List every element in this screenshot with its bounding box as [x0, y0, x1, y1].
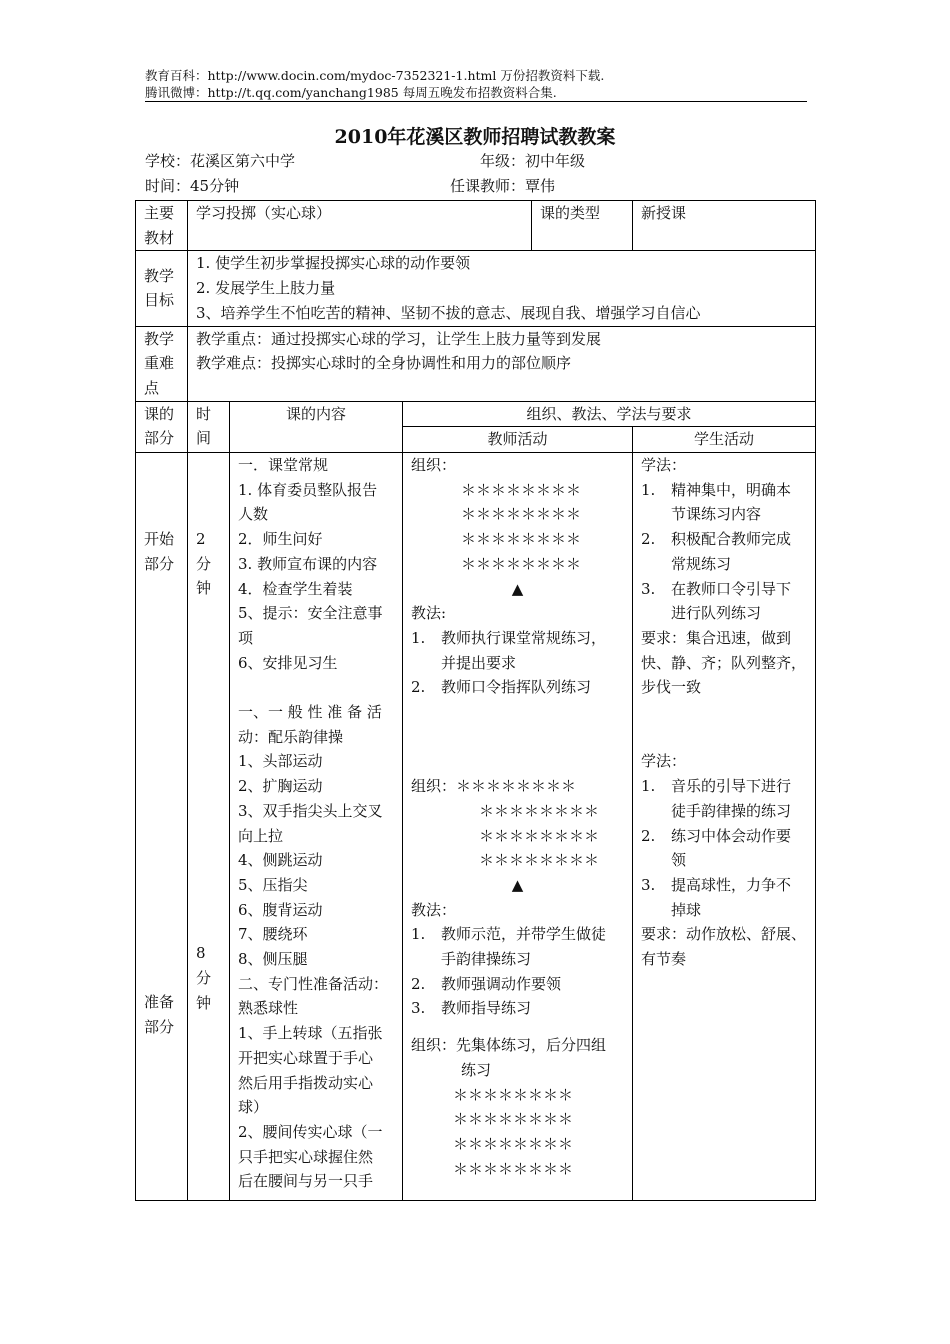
content-line: 1、手上转球（五指张 — [238, 1024, 383, 1043]
study1-list — [641, 478, 807, 626]
content-line: 4、侧跳运动 — [238, 851, 323, 870]
content-line: 2、扩胸运动 — [238, 777, 323, 796]
org2-label: 组织： — [411, 777, 457, 796]
row-body — [136, 453, 816, 1201]
list-item: 1. 教师示范，并带学生做徒 手韵律操练习 — [411, 925, 607, 969]
formation-row: ＊＊＊＊＊＊＊＊ — [479, 826, 600, 845]
req1-line: 步伐一致 — [641, 678, 702, 697]
formation-row: ＊＊＊＊＊＊＊＊ — [461, 530, 582, 549]
col-teacher: 教师活动 — [403, 427, 633, 453]
formation-row: ＊＊＊＊＊＊＊＊ — [461, 480, 582, 499]
material-label: 主要 教材 — [136, 201, 188, 251]
content-line: 8、侧压腿 — [238, 950, 308, 969]
lesson-type-label: 课的类型 — [532, 201, 633, 251]
formation-row: ＊＊＊＊＊＊＊＊ — [453, 1110, 574, 1129]
goals-label: 教学 目标 — [136, 251, 188, 326]
formation-row: ＊＊＊＊＊＊＊＊ — [479, 801, 600, 820]
method2-label: 教法： — [411, 900, 457, 919]
column-header-row — [136, 401, 816, 427]
org1-label: 组织： — [411, 456, 457, 475]
page-title: 2010年花溪区教师招聘试教教案 — [334, 126, 616, 148]
list-item: 3. 教师指导练习 — [411, 999, 532, 1018]
study1-label: 学法： — [641, 456, 687, 475]
content-line: 项 — [238, 628, 254, 647]
part2-time: 8 分 钟 — [196, 944, 212, 1012]
formation-row: ＊＊＊＊＊＊＊＊ — [453, 1159, 574, 1178]
header-divider — [145, 101, 807, 102]
goal-item: 2. 发展学生上肢力量 — [196, 279, 336, 298]
req1-line: 要求：集合迅速，做到 — [641, 628, 792, 647]
content-line: 5、提示：安全注意事 — [238, 604, 383, 623]
row-material — [136, 201, 816, 251]
list-item: 1. 音乐的引导下进行 徒手韵律操的练习 — [641, 777, 792, 820]
study2-list — [641, 774, 807, 922]
formation-row: ＊＊＊＊＊＊＊＊ — [453, 1134, 574, 1153]
key-focus: 教学重点：通过投掷实心球的学习，让学生上肢力量等到发展 — [196, 329, 602, 348]
key-difficulty: 教学难点：投掷实心球时的全身协调性和用力的部位顺序 — [196, 354, 572, 373]
col-time: 时 间 — [188, 401, 230, 452]
list-item: 3. 在教师口令引导下 进行队列练习 — [641, 579, 792, 623]
col-content: 课的内容 — [230, 401, 403, 452]
content-line: 二、专门性准备活动： — [238, 974, 389, 993]
row-goals — [136, 251, 816, 326]
time-labels — [188, 453, 230, 1201]
content-line: 6、安排见习生 — [238, 653, 338, 672]
material-value: 学习投掷（实心球） — [188, 201, 532, 251]
study2-label: 学法： — [641, 752, 687, 771]
goal-item: 1. 使学生初步掌握投掷实心球的动作要领 — [196, 254, 471, 273]
content-line: 球） — [238, 1098, 269, 1117]
org2-block — [411, 774, 624, 873]
goal-item: 3、培养学生不怕吃苦的精神、坚韧不拔的意志、展现自我、增强学习自信心 — [196, 303, 701, 322]
key-points-text — [188, 326, 816, 401]
content-line: 向上拉 — [238, 826, 284, 845]
content-line: 然后用手指拨动实心 — [238, 1073, 374, 1092]
row-key-points — [136, 326, 816, 401]
lesson-plan-table — [135, 200, 816, 1201]
formation-row: ＊＊＊＊＊＊＊＊ — [479, 851, 600, 870]
list-item: 2. 积极配合教师完成 常规练习 — [641, 530, 792, 573]
content-line: 开把实心球置于手心 — [238, 1048, 374, 1067]
lesson-type-value: 新授课 — [633, 201, 816, 251]
col-part: 课的 部分 — [136, 401, 188, 452]
method1-list — [411, 626, 624, 700]
goals-list — [188, 251, 816, 326]
content-line — [238, 675, 394, 700]
req1-line: 快、静、齐；队列整齐， — [641, 653, 807, 672]
part2-label: 准备 部分 — [144, 993, 175, 1037]
teacher-info: 任课教师：覃伟 — [450, 177, 556, 195]
content-line: 后在腰间与另一只手 — [238, 1172, 374, 1191]
content-line: 4．检查学生着装 — [238, 579, 353, 598]
part1-time: 2 分 钟 — [196, 530, 212, 598]
list-item: 2. 教师强调动作要领 — [411, 974, 562, 993]
formation-row: ＊＊＊＊＊＊＊＊ — [453, 1085, 574, 1104]
content-line: 熟悉球性 — [238, 999, 299, 1018]
list-item: 1. 精神集中，明确本 节课练习内容 — [641, 480, 792, 524]
formation-row: ＊＊＊＊＊＊＊＊ — [456, 777, 577, 796]
school-info: 学校：花溪区第六中学 — [145, 152, 296, 170]
req2-line: 要求：动作放松、舒展、 — [641, 925, 807, 944]
content-line: 3、双手指尖头上交叉 — [238, 801, 383, 820]
key-points-label: 教学 重难 点 — [136, 326, 188, 401]
student-activity — [633, 453, 816, 1201]
list-item: 2. 教师口令指挥队列练习 — [411, 678, 592, 697]
content-cell — [230, 453, 403, 1201]
teacher-activity — [403, 453, 633, 1201]
formation-row: ＊＊＊＊＊＊＊＊ — [461, 554, 582, 573]
part1-label: 开始 部分 — [144, 530, 175, 573]
content-line: 1、头部运动 — [238, 752, 323, 771]
content-line: 2、腰间传实心球（一 — [238, 1123, 383, 1141]
content-line: 3. 教师宣布课的内容 — [238, 554, 378, 573]
part-labels — [136, 453, 188, 1201]
req2-line: 有节奏 — [641, 950, 687, 969]
col-org: 组织、教法、学法与要求 — [403, 401, 816, 427]
content-line: 人数 — [238, 505, 269, 524]
content-line: 只手把实心球握住然 — [238, 1147, 374, 1166]
grade-info: 年级：初中年级 — [480, 152, 586, 170]
header-line-1: 教育百科：http://www.docin.com/mydoc-7352321-1.html 万份招教资料下载. — [145, 68, 605, 83]
content-line: 1. 体育委员整队报告 — [238, 480, 378, 499]
list-item: 2. 练习中体会动作要 领 — [641, 826, 792, 870]
teacher-position-icon: ▲ — [511, 579, 524, 598]
teacher-position-icon: ▲ — [511, 875, 524, 894]
org3-line: 组织：先集体练习，后分四组 — [411, 1036, 607, 1055]
org3-line: 练习 — [461, 1060, 492, 1079]
formation-row: ＊＊＊＊＊＊＊＊ — [461, 505, 582, 524]
content-line: 6、腹背运动 — [238, 900, 323, 919]
col-student: 学生活动 — [633, 427, 816, 453]
list-item: 1. 教师执行课堂常规练习， 并提出要求 — [411, 628, 607, 672]
method1-label: 教法: — [411, 604, 447, 623]
time-info: 时间：45分钟 — [145, 177, 240, 195]
content-line: 5、压指尖 — [238, 875, 308, 894]
content-line: 一．课堂常规 — [238, 456, 329, 475]
content-line: 动：配乐韵律操 — [238, 727, 344, 746]
header-line-2: 腾讯微博：http://t.qq.com/yanchang1985 每周五晚发布招教资料合集. — [145, 85, 557, 100]
list-item: 3. 提高球性，力争不 掉球 — [641, 875, 792, 919]
content-line: 2．师生问好 — [238, 530, 323, 549]
method2-list — [411, 922, 624, 1021]
content-line: 一、一 般 性 准 备 活 — [238, 703, 382, 722]
content-line: 7、腰绕环 — [238, 925, 308, 944]
